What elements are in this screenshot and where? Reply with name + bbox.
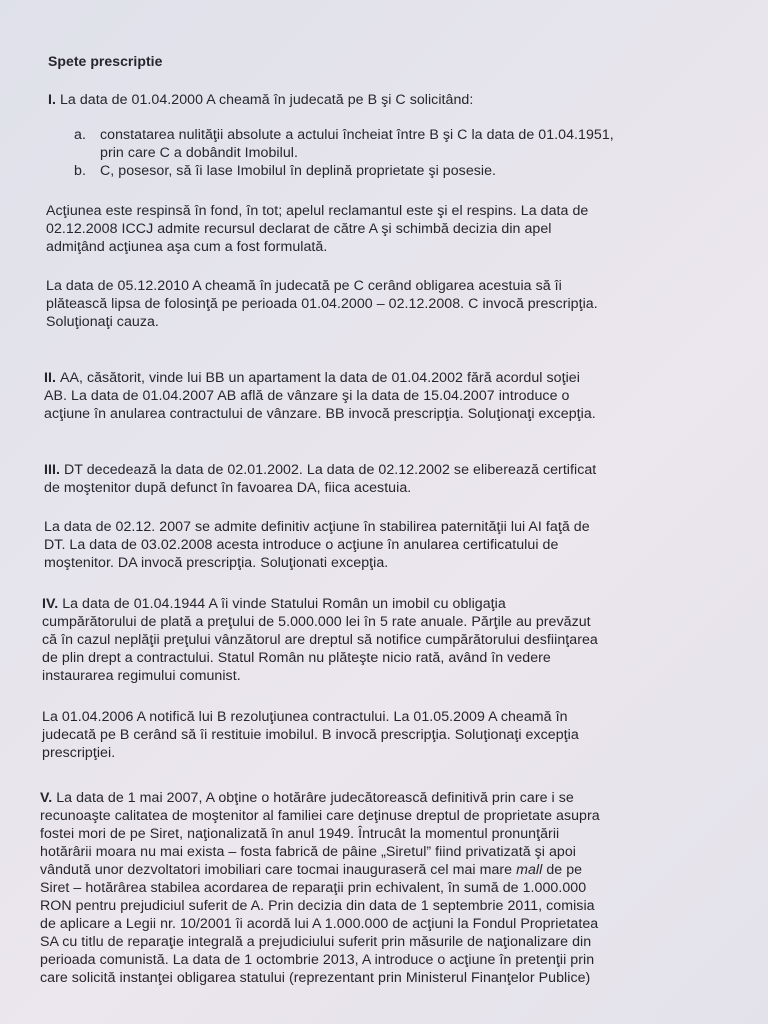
case-5-line: fostei mori de pe Siret, naţionalizată în anul 1949. Întrucât la momentul pronunţării bbox=[40, 826, 560, 842]
case-4-line: instaurarea regimului comunist. bbox=[42, 668, 241, 684]
paragraph-line: 02.12.2008 ICCJ admite recursul declarat de către A şi schimbă decizia din apel bbox=[46, 221, 552, 237]
case-number: V. bbox=[40, 790, 57, 806]
case-number: II. bbox=[44, 370, 60, 386]
case-2-line: AB. La data de 01.04.2007 AB află de vânzare şi la data de 15.04.2007 introduce o bbox=[44, 388, 570, 404]
paragraph-line: La data de 05.12.2010 A cheamă în judecată pe C cerând obligarea acestuia să îi bbox=[46, 278, 562, 294]
case-5-line: V. La data de 1 mai 2007, A obţine o hotărâre judecătorească definitivă prin care i se bbox=[40, 790, 574, 806]
case-3-line: La data de 02.12. 2007 se admite definitiv acţiune în stabilirea paternităţii lui AI faţă de bbox=[44, 519, 590, 535]
case-5-line: recunoaşte calitatea de moştenitor al familiei care deţinuse dreptul de proprietate asupra bbox=[40, 808, 600, 824]
case-4-line: La 01.04.2006 A notifică lui B rezoluţiunea contractului. La 01.05.2009 A cheamă în bbox=[42, 709, 568, 725]
paragraph-line: Soluţionaţi cauza. bbox=[46, 314, 159, 330]
paragraph-line: plătească lipsa de folosinţă pe perioada 01.04.2000 – 02.12.2008. C invocă prescripţia. bbox=[46, 296, 598, 312]
case-5-line: care solicită instanţei obligarea statului (reprezentant prin Ministerul Finanţelor Publice) bbox=[40, 970, 591, 986]
case-2-line: II. AA, căsătorit, vinde lui BB un apartament la data de 01.04.2002 fără acordul soţiei bbox=[44, 370, 580, 386]
case-5-line: vândută unor dezvoltatori imobiliari care tocmai inauguraseră cel mai mare mall de pe bbox=[40, 862, 583, 878]
case-1-intro: I. La data de 01.04.2000 A cheamă în judecată pe B şi C solicitând: bbox=[48, 92, 474, 108]
case-4-line: judecată pe B cerând să îi restituie imobilul. B invocă prescripţia. Soluţionaţi excepţia bbox=[42, 727, 579, 743]
case-3-line: DT. La data de 03.02.2008 acesta introduce o acţiune în anularea certificatului de bbox=[44, 537, 559, 553]
document-title: Spete prescriptie bbox=[48, 53, 163, 69]
list-item-marker: a. bbox=[74, 127, 86, 143]
case-4-line: că în cazul neplăţii preţului vânzătorul are dreptul să notifice cumpărătorului desfiinţarea bbox=[42, 632, 598, 648]
case-5-line: hotărârii moara nu mai exista – fosta fabrică de pâine „Siretul” fiind privatizată şi apoi bbox=[40, 844, 577, 860]
case-3-line: de moştenitor după defunct în favoarea DA, fiica acestuia. bbox=[44, 480, 412, 496]
paragraph-line: admiţând acţiunea aşa cum a fost formulată. bbox=[46, 239, 328, 255]
case-number: IV. bbox=[42, 596, 63, 612]
case-number: III. bbox=[44, 462, 64, 478]
case-4-line: cumpărătorului de plată a preţului de 5.000.000 lei în 5 rate anuale. Părţile au prevăzut bbox=[42, 614, 591, 630]
case-3-line: III. DT decedează la data de 02.01.2002. La data de 02.12.2002 se eliberează certificat bbox=[44, 462, 597, 478]
list-item-text: prin care C a dobândit Imobilul. bbox=[100, 145, 298, 161]
list-item-text: C, posesor, să îi lase Imobilul în deplină proprietate şi posesie. bbox=[100, 163, 497, 179]
case-2-line: acţiune în anularea contractului de vânzare. BB invocă prescripţia. Soluţionaţi excepţia. bbox=[44, 406, 596, 422]
case-5-line: de aplicare a Legii nr. 10/2001 îi acordă lui A 1.000.000 de acţiuni la Fondul Proprietatea bbox=[40, 916, 599, 932]
list-item-marker: b. bbox=[74, 163, 86, 179]
case-5-line: perioada comunistă. La data de 1 octombrie 2013, A introduce o acţiune în pretenţii prin bbox=[40, 952, 595, 968]
case-5-line: Siret – hotărârea stabilea acordarea de reparaţii prin echivalent, în sumă de 1.000.000 bbox=[40, 880, 587, 896]
case-3-line: moştenitor. DA invocă prescripţia. Soluţionati excepţia. bbox=[44, 555, 389, 571]
emphasis: mall bbox=[516, 862, 543, 878]
case-4-line: prescripţiei. bbox=[42, 745, 116, 761]
case-number: I. bbox=[48, 92, 60, 108]
list-item-text: constatarea nulităţii absolute a actului încheiat între B şi C la data de 01.04.1951, bbox=[100, 127, 614, 143]
case-5-line: RON pentru prejudiciul suferit de A. Prin decizia din data de 1 septembrie 2011, comisia bbox=[40, 898, 595, 914]
case-4-line: de plin drept a contractului. Statul Român nu plăteşte nicio rată, având în vedere bbox=[42, 650, 551, 666]
case-4-line: IV. La data de 01.04.1944 A îi vinde Statului Român un imobil cu obligaţia bbox=[42, 596, 506, 612]
case-5-line: SA cu titlu de reparaţie integrală a prejudiciului suferit prin măsurile de naţionalizare din bbox=[40, 934, 592, 950]
paragraph-line: Acţiunea este respinsă în fond, în tot; apelul reclamantul este şi el respins. La data de bbox=[46, 203, 589, 219]
